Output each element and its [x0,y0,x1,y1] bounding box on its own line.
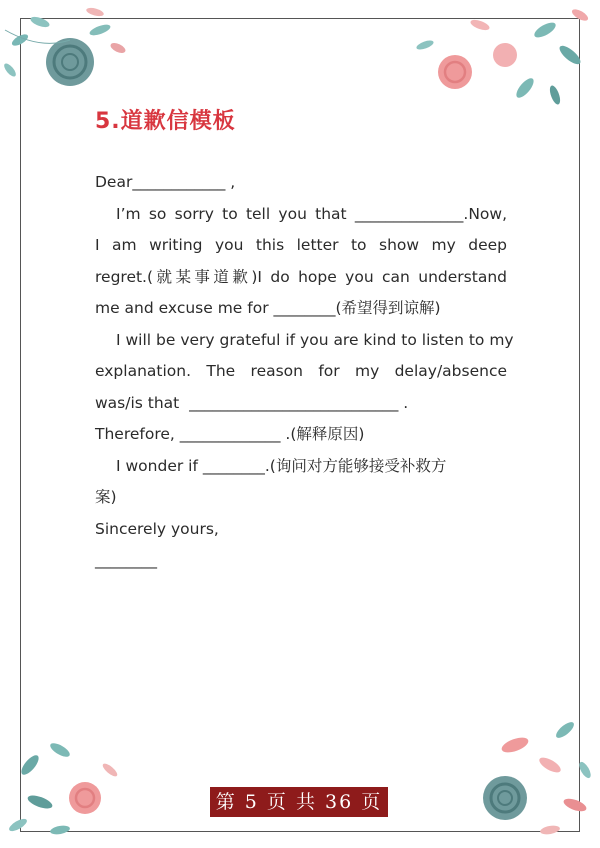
body-line: I wonder if ________.(询问对方能够接受补救方 [116,456,447,475]
floral-bottom-right-icon [455,710,600,848]
body-line: regret.(就某事道歉)I do hope you can understand [95,267,507,286]
document-title: 5.道歉信模板 [95,109,236,134]
page-number-badge: 第 5 页 共 36 页 [210,787,388,817]
salutation-line: Dear____________ , [95,173,236,191]
body-line: me and excuse me for ________(希望得到谅解) [95,299,441,317]
body-line: 案) [95,488,117,506]
body-line: explanation. The reason for my delay/absence [95,362,507,380]
body-line: Therefore, _____________ .(解释原因) [95,425,365,443]
floral-top-right-icon [405,0,600,115]
body-line: I am writing you this letter to show my deep [95,236,507,254]
body-line: I will be very grateful if you are kind to listen to my [116,330,514,349]
body-line: I’m so sorry to tell you that ______________.Now, [116,204,507,223]
signature-line: ________ [95,551,157,569]
closing-line: Sincerely yours, [95,519,219,538]
floral-bottom-left-icon [0,730,130,848]
letter-body [95,167,514,577]
body-line: was/is that ___________________________ . [95,393,409,412]
floral-top-left-icon [0,0,150,100]
